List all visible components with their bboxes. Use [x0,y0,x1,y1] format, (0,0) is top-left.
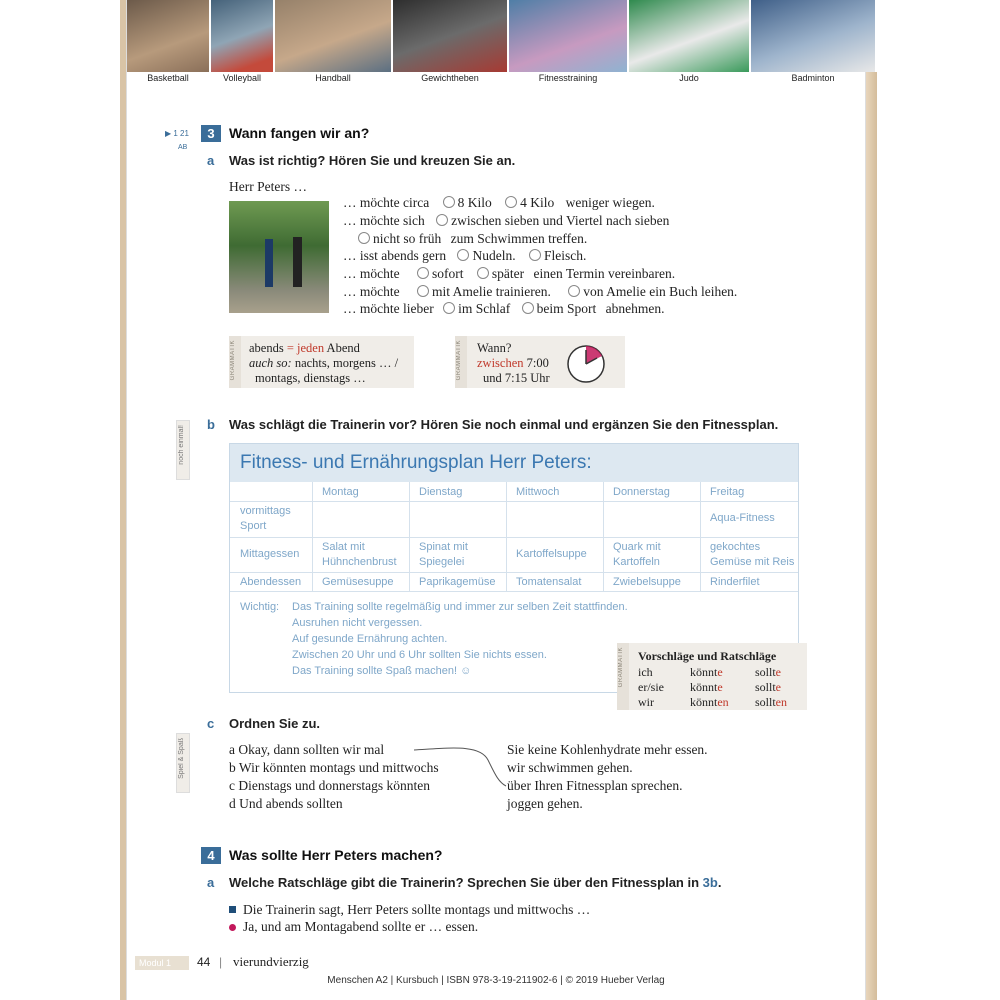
grammar-form: könnte [690,680,723,694]
dinner-cell: Rinderfilet [710,576,760,588]
badminton-photo [751,0,877,72]
notes-label: Wichtig: [240,601,280,613]
dinner-cell: Paprikagemüse [419,576,496,588]
day-header: Freitag [710,486,745,498]
note-line: Zwischen 20 Uhr und 6 Uhr sollten Sie nichts essen. [292,649,547,661]
fitness-plan-title: Fitness- und Ernährungsplan Herr Peters: [230,444,798,482]
table-divider [700,482,701,591]
table-divider [506,482,507,591]
option-text: 8 Kilo [457,195,492,210]
radio-option[interactable] [417,267,429,279]
lunch-cell: Spinat mit Spiegelei [419,541,468,568]
option-text: im Schlaf [458,301,511,316]
weightlifting-photo [393,0,509,72]
grammar-line: montags, dienstags … [255,371,366,385]
grammar-form: könnte [690,665,723,679]
grammar-tag: GRAMMATIK [229,336,241,388]
exercise-line-5 [343,266,675,282]
lunch-cell: Quark mit Kartoffeln [613,541,661,568]
sport-label: Judo [679,73,699,83]
exercise-line-1 [343,195,655,211]
person-figure [265,239,273,287]
match-left-item[interactable]: b Wir könnten montags und mittwochs [229,760,439,775]
exercise-line-7 [343,301,664,317]
radio-option[interactable] [358,232,370,244]
volleyball-photo [211,0,275,72]
table-divider [230,591,798,592]
subtask-instruction: Ordnen Sie zu. [229,716,321,731]
note-line: Das Training sollte regelmäßig und immer zur selben Zeit stattfinden. [292,601,628,613]
day-header: Montag [322,486,359,498]
option-text: zwischen sieben und Viertel nach sieben [451,213,670,228]
radio-option[interactable] [522,302,534,314]
grammar-person: wir [638,695,654,709]
statement-text: … möchte [343,284,400,299]
grammar-line [477,356,549,371]
table-divider [230,537,798,538]
basketball-photo [127,0,211,72]
option-text: von Amelie ein Buch leihen. [583,284,738,299]
lunch-cell: Kartoffelsuppe [516,548,587,560]
lunch-cell: gekochtes Gemüse mit Reis [710,541,795,568]
statement-text: zum Schwimmen treffen. [450,231,588,246]
sport-label: Badminton [791,73,835,83]
side-tab-repeat: noch einmal! [176,420,190,480]
page-number-word: vierundvierzig [233,954,309,969]
workbook-ref: AB [178,144,188,151]
statement-text: weniger wiegen. [565,195,655,210]
subtask-letter: b [207,417,215,432]
sport-cell: Aqua-Fitness [710,512,775,524]
row-label: Abendessen [240,576,302,588]
day-header: Donnerstag [613,486,670,498]
grammar-tag: GRAMMATIK [455,336,467,388]
side-tab-game: Spiel & Spaß [176,733,190,793]
option-text: Nudeln. [472,248,516,263]
grammar-line: und 7:15 Uhr [483,371,550,385]
exercise-line-3 [358,231,587,247]
statement-text: … möchte sich [343,213,425,228]
day-header: Mittwoch [516,486,560,498]
exercise-line-4 [343,248,586,264]
option-text: nicht so früh [373,231,442,246]
exercise-intro: Herr Peters … [229,179,307,194]
note-line: Das Training sollte Spaß machen! ☺ [292,665,472,677]
subtask-instruction: Was schlägt die Trainerin vor? Hören Sie noch einmal und ergänzen Sie den Fitnessplan. [229,417,779,432]
note-line: Auf gesunde Ernährung achten. [292,633,448,645]
grammar-line: Wann? [477,341,512,355]
statement-text: … möchte lieber [343,301,434,316]
match-connector-line [410,742,510,792]
radio-option[interactable] [417,285,429,297]
statement-text: … möchte circa [343,195,430,210]
grammar-form: sollten [755,695,787,709]
option-text: beim Sport [536,301,597,316]
subtask-instruction: Welche Ratschläge gibt die Trainerin? Sprechen Sie über den Fitnessplan in 3b. [229,875,722,890]
task-number: 3 [201,125,221,142]
grammar-highlight: jeden [297,341,325,355]
module-badge: Modul 1 [135,956,189,970]
option-text: Fleisch. [543,248,587,263]
page-number: 44 [197,955,211,969]
grammar-box-modal-verbs [617,643,807,710]
radio-option[interactable] [505,196,517,208]
grammar-highlight: zwischen [477,356,524,370]
match-right-item[interactable]: über Ihren Fitnessplan sprechen. [507,778,683,793]
task-title: Wann fangen wir an? [229,125,370,141]
table-divider [230,572,798,573]
handball-photo [275,0,393,72]
match-left-item[interactable]: d Und abends sollten [229,796,343,811]
person-figure [293,237,302,287]
table-divider [603,482,604,591]
option-text: sofort [432,266,464,281]
statement-text: … isst abends gern [343,248,447,263]
statement-text: … möchte [343,266,400,281]
grammar-equals: = [286,341,294,355]
grammar-line [249,341,360,356]
sport-label: Basketball [147,73,189,83]
table-divider [230,501,798,502]
dialogue-line: Ja, und am Montagabend sollte er … essen. [243,919,479,934]
subtask-letter: a [207,875,215,890]
page-edge-right [865,0,877,1000]
match-right-item[interactable]: wir schwimmen gehen. [507,760,633,775]
dinner-cell: Zwiebelsuppe [613,576,681,588]
dialogue-line: Die Trainerin sagt, Herr Peters sollte montags und mittwochs … [243,902,591,917]
fitness-photo [509,0,629,72]
lunch-cell: Salat mit Hühnchenbrust [322,541,397,568]
subtask-letter: a [207,153,215,168]
grammar-line [249,356,398,371]
dinner-cell: Tomatensalat [516,576,582,588]
exercise-line-2 [343,213,669,229]
sport-label: Handball [315,73,351,83]
radio-option[interactable] [443,196,455,208]
row-label: vormittags Sport [240,505,291,532]
match-left-item[interactable]: a Okay, dann sollten wir mal [229,742,385,757]
grammar-word: abends [249,341,284,355]
task-number: 4 [201,847,221,864]
grammar-word: Abend [326,341,360,355]
dinner-cell: Gemüsesuppe [322,576,394,588]
copyright-line: Menschen A2 | Kursbuch | ISBN 978-3-19-211902-6 | © 2019 Hueber Verlag [327,975,665,986]
grammar-word: auch so: [249,356,292,370]
subtask-letter: c [207,716,215,731]
radio-option[interactable] [436,214,448,226]
match-right-item[interactable]: Sie keine Kohlenhydrate mehr essen. [507,742,708,757]
table-divider [409,482,410,591]
speaker-a-bullet-icon [229,906,236,913]
sport-photo-strip [127,0,875,86]
grammar-box-zwischen [455,336,625,388]
radio-option[interactable] [568,285,580,297]
grammar-form: sollte [755,665,781,679]
note-line: Ausruhen nicht vergessen. [292,617,423,629]
jogging-photo [229,201,329,313]
option-text: mit Amelie trainieren. [432,284,551,299]
option-text: 4 Kilo [520,195,555,210]
grammar-word: nachts, morgens … / [294,356,399,370]
audio-track-ref[interactable]: ▶ 1 21 [165,129,189,138]
speaker-b-bullet-icon [229,924,236,931]
radio-option[interactable] [529,249,541,261]
sport-label: Volleyball [222,73,262,83]
statement-text: einen Termin vereinbaren. [533,266,676,281]
grammar-box-time-adverbs [229,336,414,388]
match-left-item[interactable]: c Dienstags und donnerstags könnten [229,778,430,793]
grammar-word: 7:00 [526,356,549,370]
sport-label: Fitnesstraining [538,73,598,83]
subtask-instruction: Was ist richtig? Hören Sie und kreuzen Sie an. [229,153,516,168]
table-divider [312,482,313,591]
judo-photo [629,0,751,72]
grammar-title: Vorschläge und Ratschläge [638,649,777,663]
footer-separator: | [219,955,223,969]
grammar-tag: GRAMMATIK [617,643,629,710]
grammar-person: ich [638,665,653,679]
match-right-item[interactable]: joggen gehen. [507,796,583,811]
cross-reference-link[interactable]: 3b [702,875,718,890]
grammar-form: könnten [690,695,729,709]
radio-option[interactable] [477,267,489,279]
option-text: später [491,266,525,281]
day-header: Dienstag [419,486,463,498]
clock-icon [565,340,611,386]
radio-option[interactable] [457,249,469,261]
statement-text: abnehmen. [605,301,665,316]
exercise-line-6 [343,284,737,300]
grammar-form: sollte [755,680,781,694]
sport-label: Gewichtheben [421,73,479,83]
grammar-person: er/sie [638,680,664,694]
row-label: Mittagessen [240,548,300,560]
radio-option[interactable] [443,302,455,314]
task-title: Was sollte Herr Peters machen? [229,847,443,863]
